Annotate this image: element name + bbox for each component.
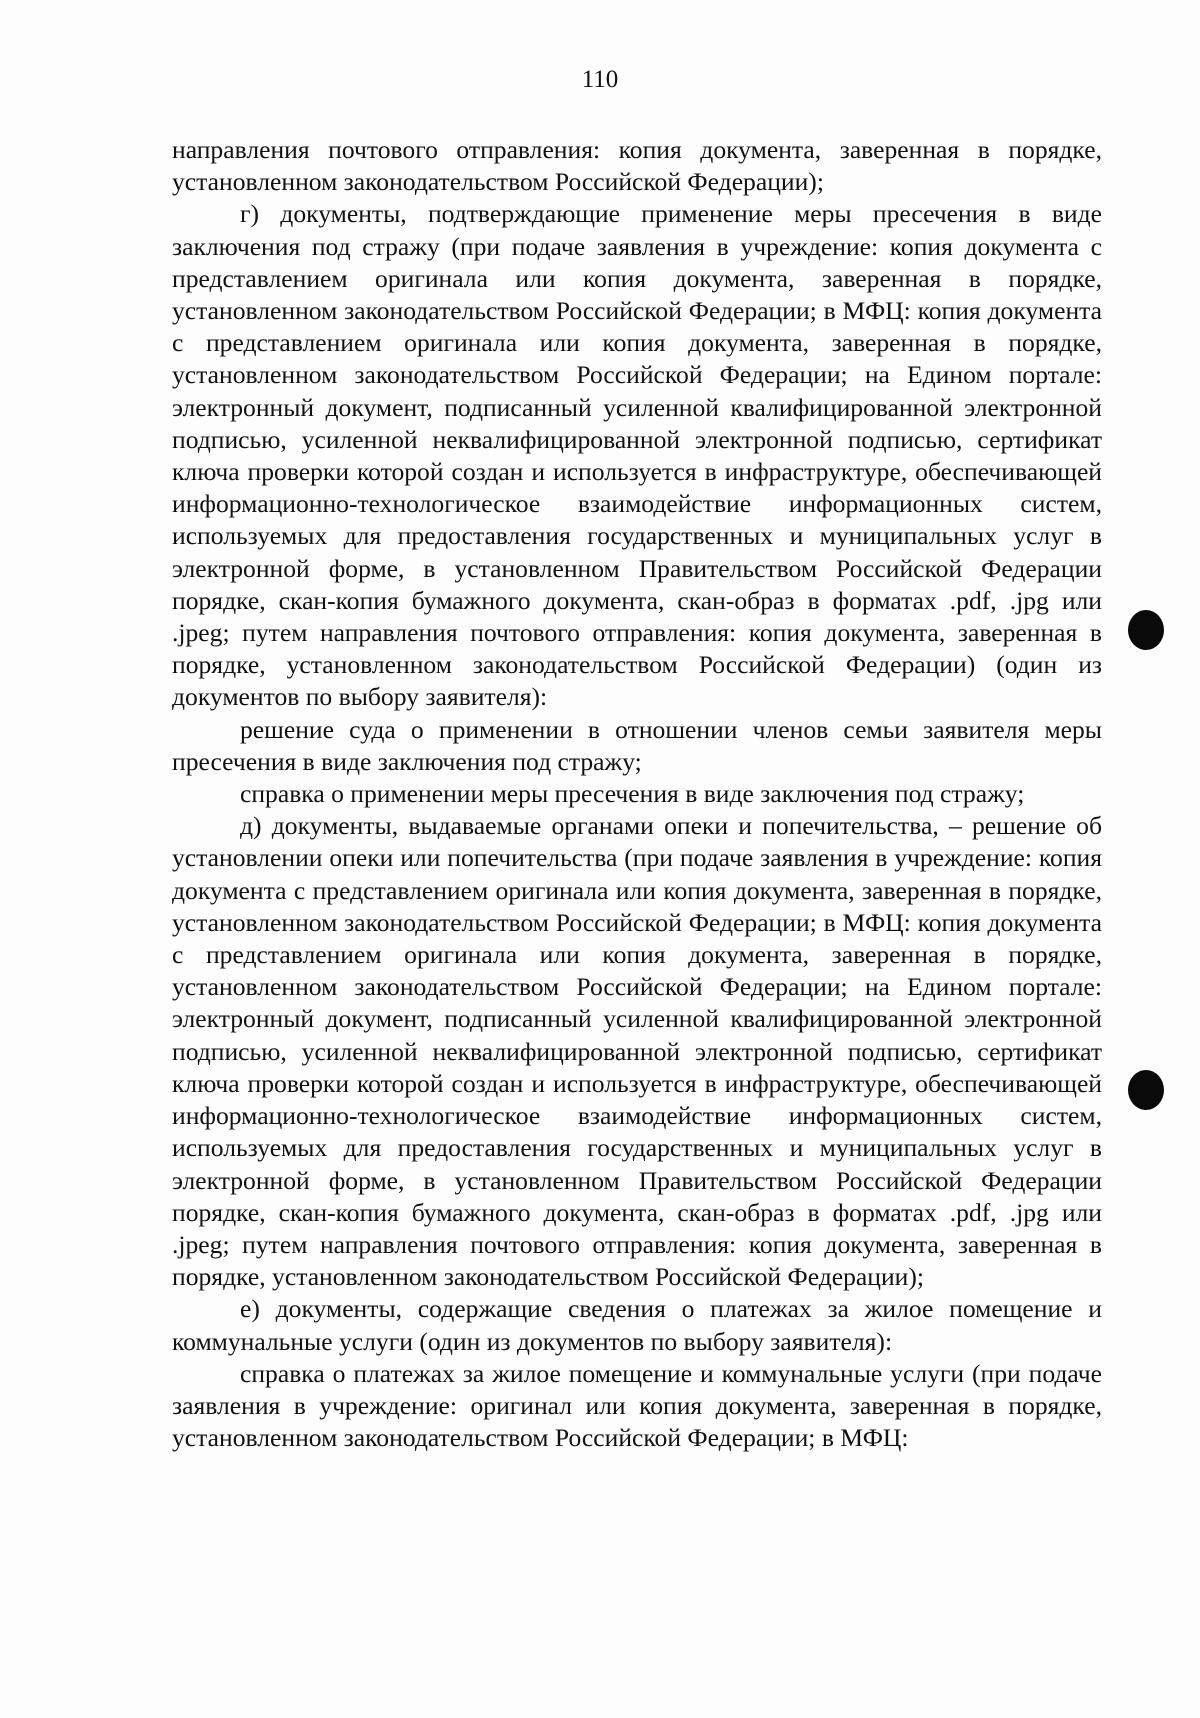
paragraph-item-g: г) документы, подтверждающие применение меры пресечения в виде заключения под стражу (при подаче заявления в учреждение: копия документа с представлением оригинала или копия документа, заверенная в порядке, установленном законодательством Российской Федерации; в МФЦ: копия документа с представлением оригинала или копия документа, заверенная в порядке, установленном законодательством Российской Федерации; на Едином портале: электронный документ, подписанный усиленной квалифицированной электронной подписью, усиленной неквалифицированной электронной подписью, сертификат ключа проверки которой создан и используется в инфраструктуре, обеспечивающей информационно-технологическое взаимодействие информационных систем, используемых для предоставления государственных и муниципальных услуг в электронной форме, в установленном Правительством Российской Федерации порядке, скан-копия бумажного документа, скан-образ в форматах .pdf, .jpg или .jpeg; путем направления почтового отправления: копия документа, заверенная в порядке, установленном законодательством Российской Федерации) (один из документов по выбору заявителя): (172, 199, 1102, 712)
paragraph-court-decision: решение суда о применении в отношении членов семьи заявителя меры пресечения в виде заключения под стражу; (172, 714, 1102, 776)
paragraph-item-d: д) документы, выдаваемые органами опеки и попечительства, – решение об установлении опеки или попечительства (при подаче заявления в учреждение: копия документа с представлением оригинала или копия документа, заверенная в порядке, установленном законодательством Российской Федерации; в МФЦ: копия документа с представлением оригинала или копия документа, заверенная в порядке, установленном законодательством Российской Федерации; на Едином портале: электронный документ, подписанный усиленной квалифицированной электронной подписью, усиленной неквалифицированной электронной подписью, сертификат ключа проверки которой создан и используется в инфраструктуре, обеспечивающей информационно-технологическое взаимодействие информационных систем, используемых для предоставления государственных и муниципальных услуг в электронной форме, в установленном Правительством Российской Федерации порядке, скан-копия бумажного документа, скан-образ в форматах .pdf, .jpg или .jpeg; путем направления почтового отправления: копия документа, заверенная в порядке, установленном законодательством Российской Федерации); (172, 811, 1102, 1292)
binder-hole (1128, 1070, 1164, 1110)
paragraph-continuation: направления почтового отправления: копия документа, заверенная в порядке, установленном законодательством Российской Федерации); (172, 135, 1102, 197)
paragraph-detention-certificate: справка о применении меры пресечения в виде заключения под стражу; (240, 779, 1025, 809)
paragraph-payments-certificate: справка о платежах за жилое помещение и коммунальные услуги (при подаче заявления в учреждение: оригинал или копия документа, заверенная в порядке, установленном законодательством Российской Федерации; в МФЦ: (172, 1358, 1102, 1453)
binder-hole (1128, 610, 1164, 650)
paragraph-item-e: е) документы, содержащие сведения о платежах за жилое помещение и коммунальные услуги (один из документов по выбору заявителя): (172, 1294, 1102, 1356)
page-number: 110 (581, 66, 619, 93)
document-body (172, 134, 1102, 1454)
